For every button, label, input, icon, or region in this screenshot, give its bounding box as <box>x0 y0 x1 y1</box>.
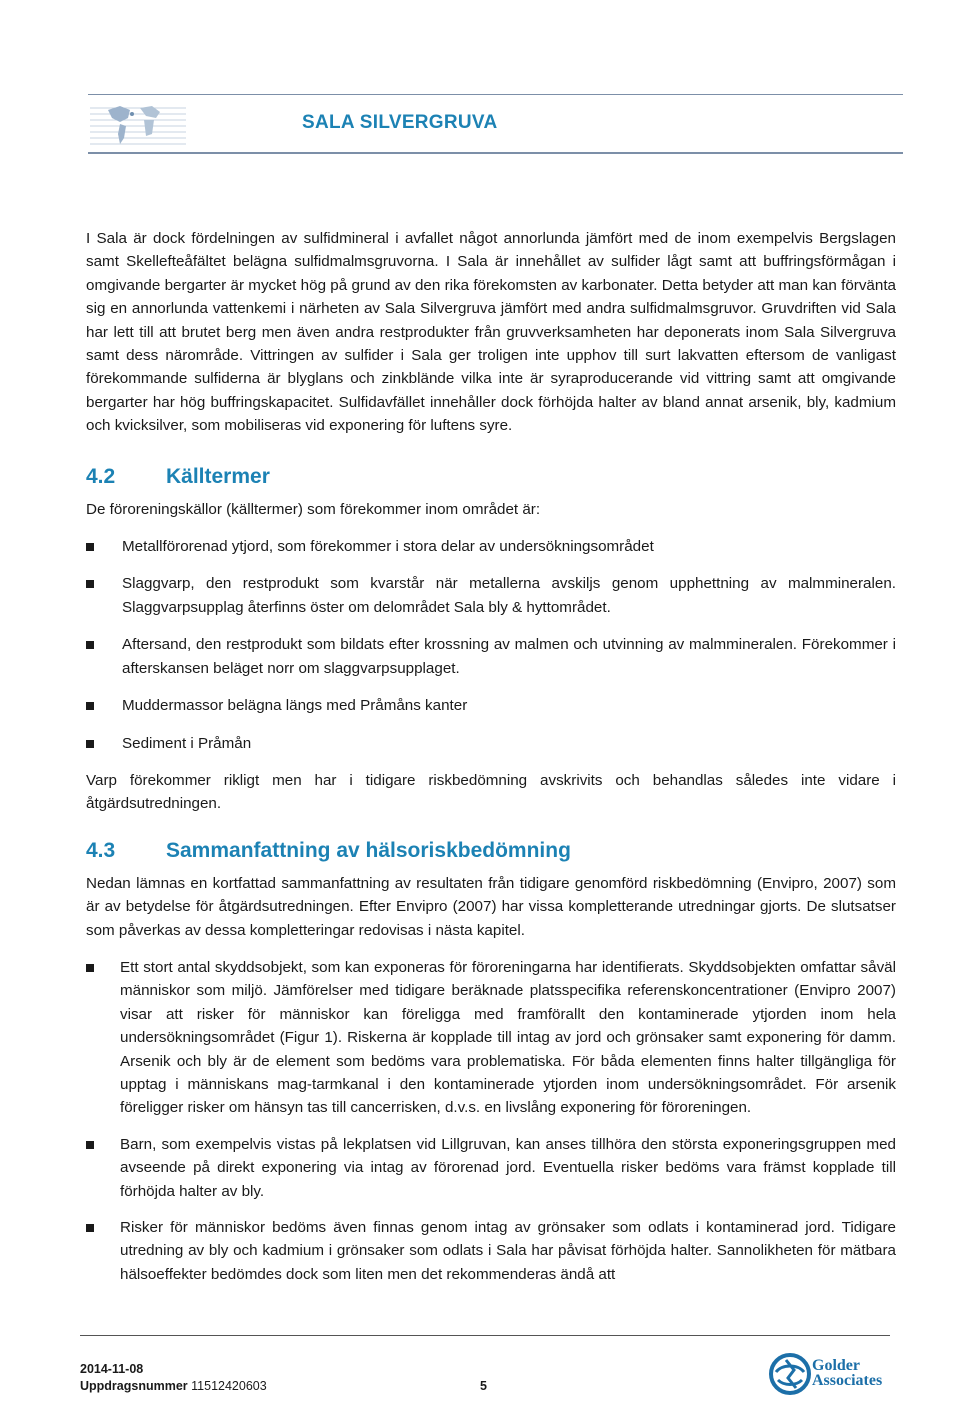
bullet-icon <box>86 964 94 972</box>
risk-summary-list <box>86 956 896 1286</box>
page-number: 5 <box>480 1379 487 1393</box>
bullet-icon <box>86 1141 94 1149</box>
page-header <box>88 92 903 154</box>
page-title: SALA SILVERGRUVA <box>302 112 498 133</box>
page-content <box>86 227 896 1286</box>
bullet-icon <box>86 641 94 649</box>
intro-paragraph: I Sala är dock fördelningen av sulfidmineral i avfallet något annorlunda jämfört med de inom exempelvis Bergslagen samt Skellefteåfältet belägna sulfidmalmsgruvorna. I Sala är innehållet av sulfider lågt samt att buffringsförmågan i omgivande bergarter är mycket hög på grund av den rika förekomsten av karbonater. Detta betyder att man kan förvänta sig en annorlunda vattenkemi i närheten av Sala Silvergruva jämfört med andra sulfidmalmsgruvor. Gruvdriften vid Sala har lett till att brutet berg men även andra restprodukter från gruvverksamheten har deponerats inom Sala Silvergruva samt dess närområde. Vittringen av sulfider i Sala ger troligen inte upphov till surt lakvatten eftersom de vanligast förekommande sulfiderna är blyglans och zinkblände vilka inte är syraproducerande vid vittring samt att omgivande bergarter har hög buffringskapacitet. Sulfidavfället innehåller dock förhöjda halter av bland annat arsenik, bly, kadmium och kvicksilver, som mobiliseras vid exponering för luftens syre. <box>86 230 896 435</box>
list-item: Metallförorenad ytjord, som förekommer i stora delar av undersökningsområdet <box>86 535 896 558</box>
section-title: Källtermer <box>166 464 270 488</box>
section-lead: Nedan lämnas en kortfattad sammanfattning av resultaten från tidigare genomförd riskbedömning (Envipro, 2007) som är av betydelse för åtgärdsutredningen. Efter Envipro (2007) har vissa kompletterande utredningar gjorts. De slutsatser som påverkas av dessa kompletteringar redovisas i nästa kapitel. <box>86 874 896 939</box>
list-item: Sediment i Pråmån <box>86 732 896 755</box>
bullet-icon <box>86 580 94 588</box>
section-closing: Varp förekommer rikligt men har i tidigare riskbedömning avskrivits och behandlas således inte vidare i åtgärdsutredningen. <box>86 771 896 813</box>
golder-globe-icon <box>768 1352 812 1396</box>
header-rule-bottom <box>88 152 903 154</box>
list-item: Ett stort antal skyddsobjekt, som kan exponeras för föroreningarna har identifierats. Skyddsobjekten omfattar såväl människor som miljö. Jämförelser med tidigare beräknade platsspecifika referenskoncentrationer (Envipro 2007) visar att risker för människor kan föreligga med framförallt den kontaminerade ytjorden inom hela undersökningsområdet (Figur 1). Riskerna är kopplade till intag av jord och grönsaker samt exponering för damm. Arsenik och bly är de element som bedöms vara problematiska. För båda elementen finns halter tillgängliga för upptag i människans mag-tarmkanal i den kontaminerade ytjorden inom undersökningsområdet. För arsenik föreligger risker om hänsyn tas till cancerrisken, d.v.s. en livslång exponering för föroreningen. <box>86 956 896 1120</box>
project-number-value: 11512420603 <box>191 1379 267 1393</box>
list-item: Aftersand, den restprodukt som bildats efter krossning av malmen och utvinning av malmmineralen. Förekommer i afterskansen beläget norr om slaggvarpsupplaget. <box>86 633 896 680</box>
bullet-icon <box>86 543 94 551</box>
list-item: Risker för människor bedöms även finnas genom intag av grönsaker som odlats i kontaminerad jord. Tidigare utredning av bly och kadmium i grönsaker som odlats i Sala har påvisat förhöjda halter. Sannolikheten för mätbara hälsoeffekter bedömdes dock som liten men det rekommenderas ändå att <box>86 1216 896 1286</box>
project-number-label: Uppdragsnummer <box>80 1379 188 1393</box>
section-title: Sammanfattning av hälsoriskbedömning <box>166 838 571 862</box>
source-list <box>86 535 896 755</box>
bullet-icon <box>86 702 94 710</box>
footer-project-number <box>80 1379 267 1393</box>
list-item: Slaggvarp, den restprodukt som kvarstår när metallerna avskiljs genom upphettning av malmmineralen. Slaggvarpsupplag återfinns öster om delområdet Sala bly & hyttområdet. <box>86 572 896 619</box>
section-heading-4-3 <box>86 838 896 864</box>
section-number: 4.2 <box>86 464 116 488</box>
section-lead: De föroreningskällor (källtermer) som förekommer inom området är: <box>86 500 541 518</box>
footer-date: 2014-11-08 <box>80 1362 144 1376</box>
bullet-icon <box>86 1224 94 1232</box>
bullet-icon <box>86 740 94 748</box>
list-item: Barn, som exempelvis vistas på lekplatsen vid Lillgruvan, kan anses tillhöra den största exponeringsgruppen med avseende på direkt exponering via intag av förorenad jord. Eventuella risker bedöms vara främst kopplade till förhöjda halter av bly. <box>86 1133 896 1203</box>
world-map-icon <box>90 100 186 148</box>
logo-text: Golder Associates <box>812 1357 883 1389</box>
section-heading-4-2 <box>86 464 896 490</box>
company-logo <box>768 1352 890 1398</box>
header-rule-top <box>88 94 903 95</box>
list-item: Muddermassor belägna längs med Pråmåns kanter <box>86 694 896 717</box>
footer-rule <box>80 1335 890 1336</box>
section-number: 4.3 <box>86 838 116 862</box>
